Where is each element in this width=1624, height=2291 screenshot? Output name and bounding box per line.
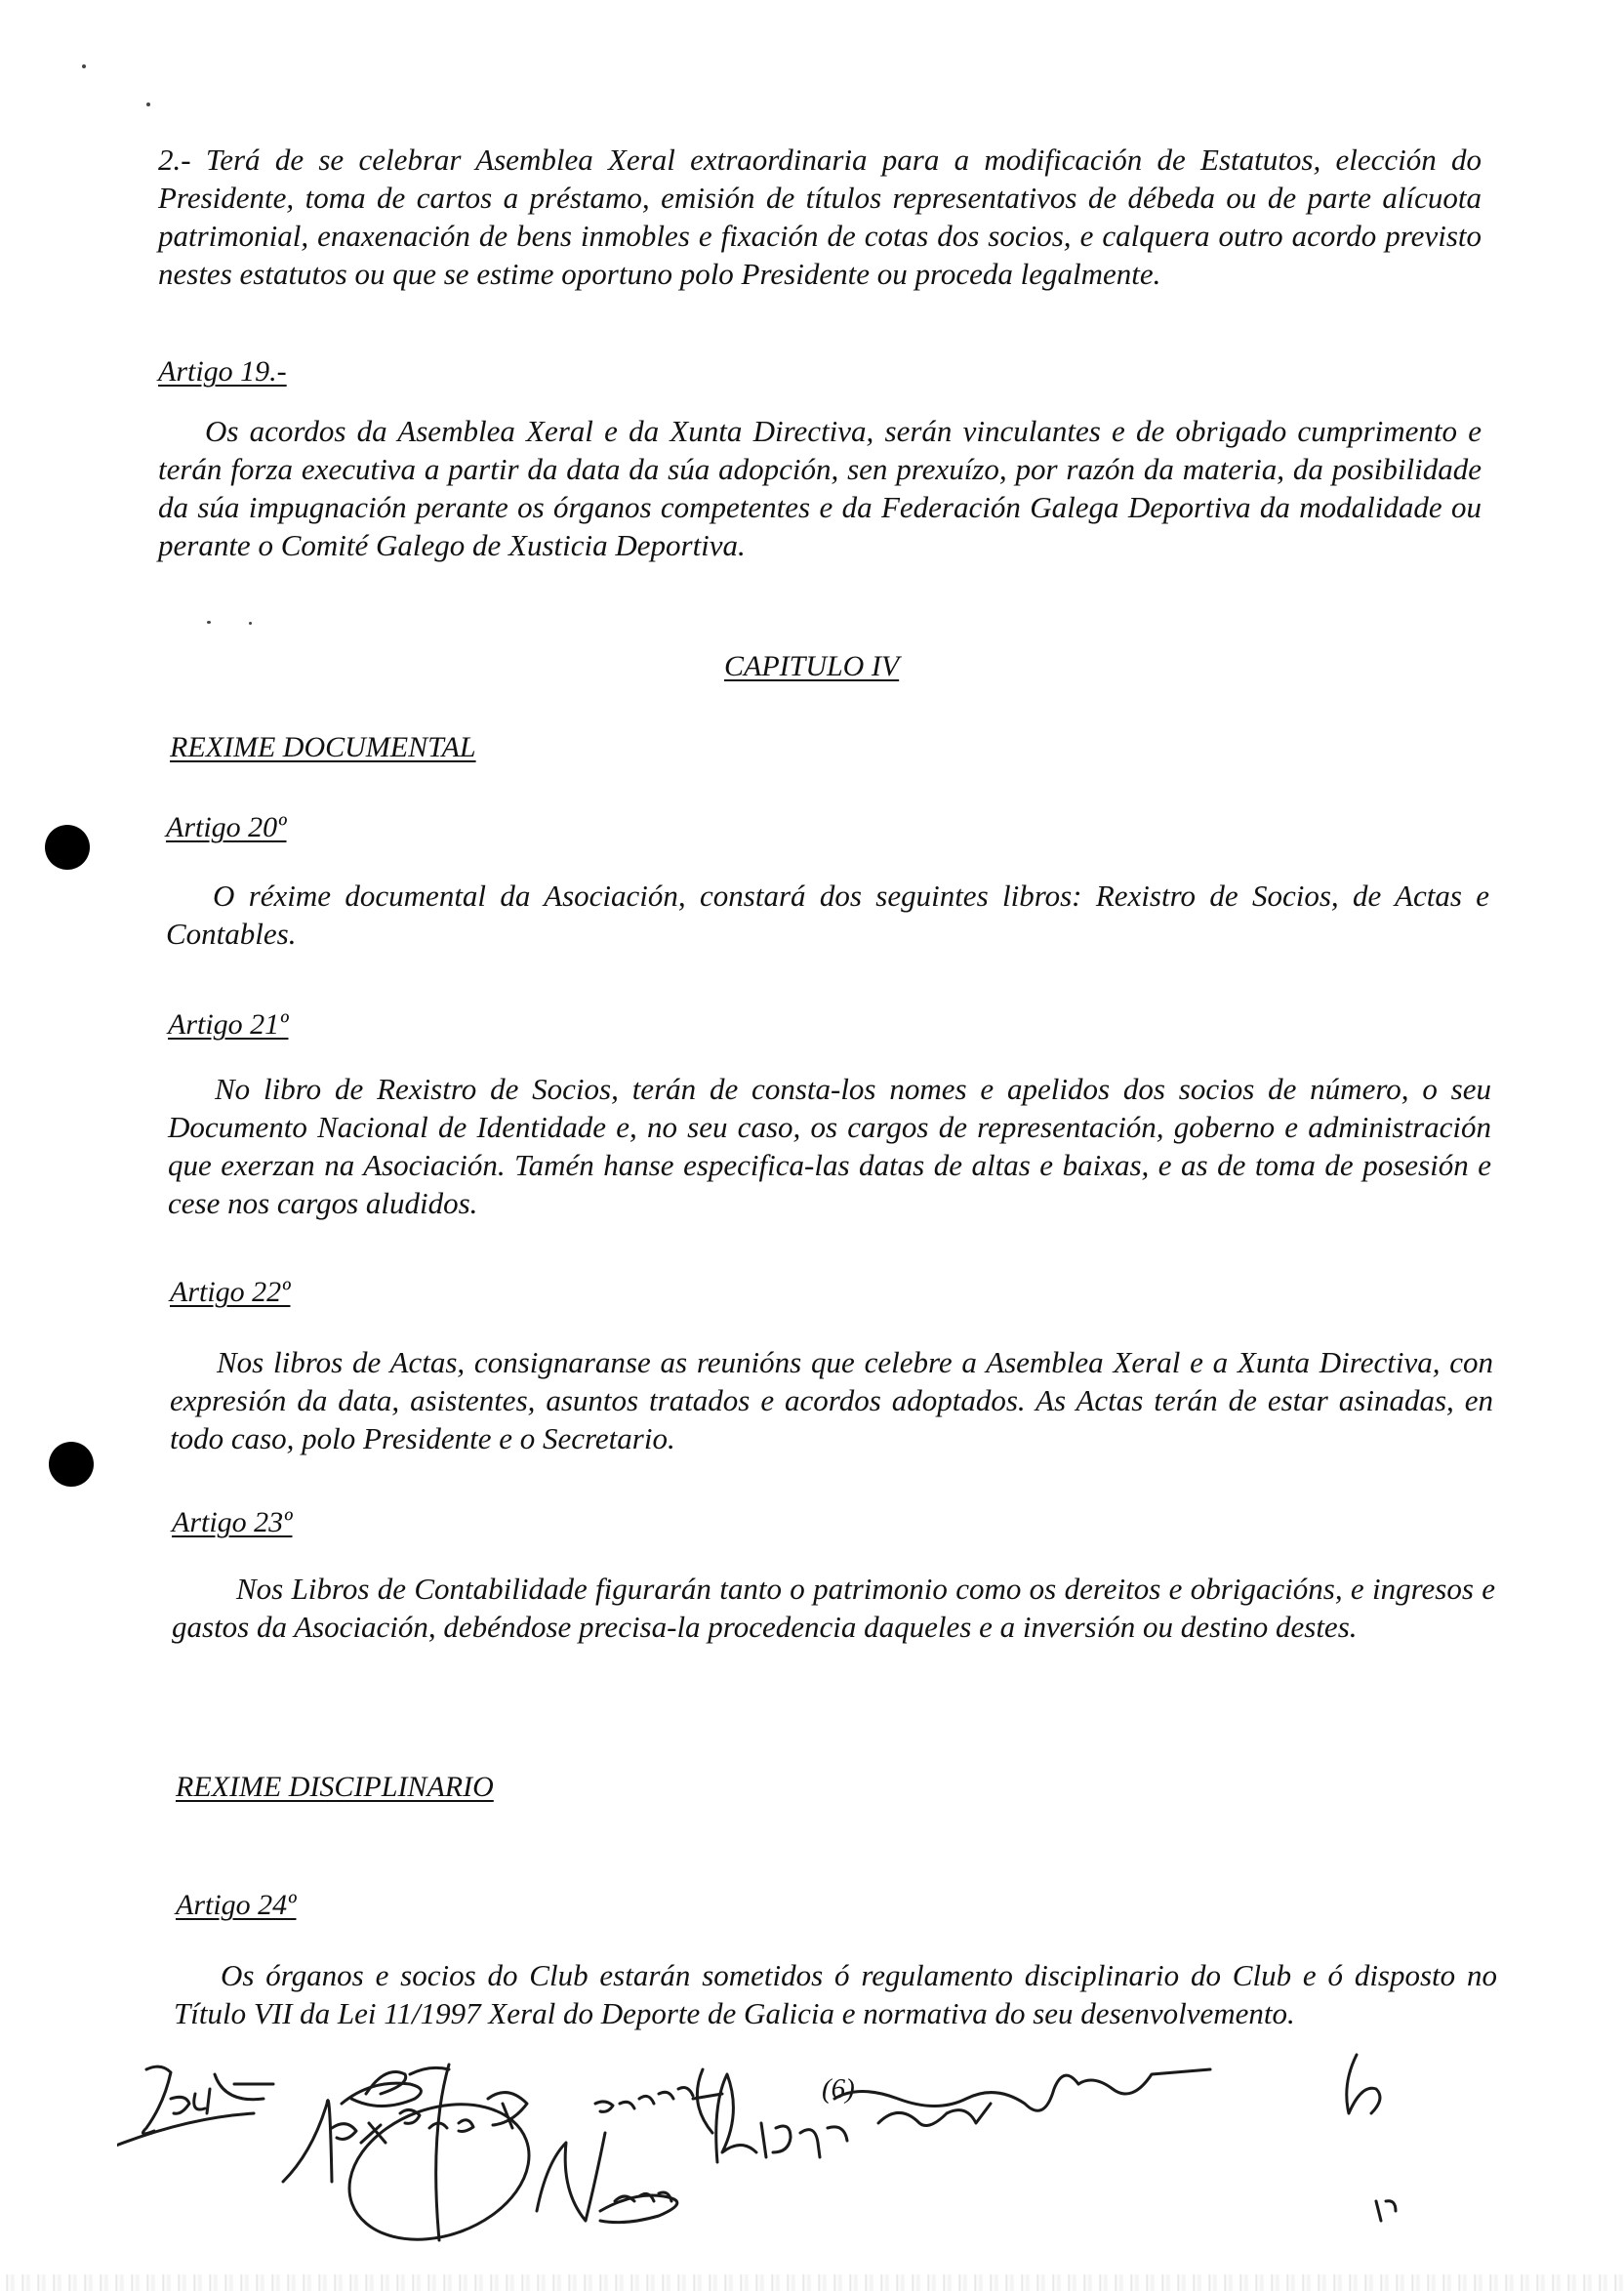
signature-4 (537, 2069, 722, 2223)
punch-hole-bottom (49, 1442, 94, 1487)
artigo-23-heading: Artigo 23º (172, 1506, 293, 1538)
artigo-20-heading: Artigo 20º (166, 811, 287, 843)
scan-edge (0, 2274, 1624, 2291)
artigo-24-heading: Artigo 24º (176, 1889, 297, 1921)
scan-speck (207, 621, 211, 624)
section-heading-disciplinario: REXIME DISCIPLINARIO (176, 1771, 494, 1803)
signature-2 (283, 2067, 449, 2182)
section-heading-documental: REXIME DOCUMENTAL (170, 731, 476, 763)
artigo-22-text: Nos libros de Actas, consignaranse as reunións que celebre a Asemblea Xeral e a Xunta Directiva, con expresión da data, asistentes, asuntos tratados e acordos adoptados. As Actas terán de estar asinadas, en todo caso, polo Presidente e o Secretario. (170, 1345, 1493, 1455)
artigo-21-heading: Artigo 21º (168, 1008, 289, 1041)
artigo-19-text: Os acordos da Asemblea Xeral e da Xunta Directiva, serán vinculantes e de obrigado cumprimento e terán forza executiva a partir da data da súa adopción, sen prexuízo, por razón da materia, da posibilidade da súa impugnación perante os órganos competentes e da Federación Galega Deportiva da modalidade ou perante o Comité Galego de Xusticia Deportiva. (158, 414, 1482, 562)
paragraph-2: 2.- Terá de se celebrar Asemblea Xeral extraordinaria para a modificación de Estatutos, elección do Presidente, toma de cartos a préstamo, emisión de títulos representativos de débeda ou de parte alícuota patrimonial, enaxenación de bens inmobles e fixación de cotas dos socios, e calquera outro acordo previsto nestes estatutos ou que se estime oportuno polo Presidente ou proceda legalmente. (158, 143, 1482, 291)
page-number: (6) (822, 2073, 855, 2105)
scan-speck (249, 622, 252, 625)
artigo-19-heading: Artigo 19.- (158, 355, 287, 388)
artigo-24-text: Os órganos e socios do Club estarán sometidos ó regulamento disciplinario do Club e ó disposto no Título VII da Lei 11/1997 Xeral do Deporte de Galicia e normativa do seu desenvolvemento. (174, 1958, 1497, 2030)
artigo-20-text: O réxime documental da Asociación, constará dos seguintes libros: Rexistro de Socios, de Actas e Contables. (166, 879, 1489, 951)
signatures (117, 2045, 1562, 2270)
punch-hole-top (45, 825, 90, 870)
signature-1 (117, 2066, 273, 2157)
artigo-22-heading: Artigo 22º (170, 1276, 291, 1308)
artigo-23-text: Nos Libros de Contabilidade figurarán tanto o patrimonio como os dereitos e obrigacións, e ingresos e gastos da Asociación, debéndose precisa-la procedencia daqueles e a inversión ou destino destes. (172, 1572, 1495, 1644)
signature-5 (716, 2055, 1396, 2221)
artigo-21-text: No libro de Rexistro de Socios, terán de consta-los nomes e apelidos dos socios de número, o seu Documento Nacional de Identidade e, no seu caso, os cargos de representación, goberno e administración que exerzan na Asociación. Tamén hanse especifica-las datas de altas e baixas, e as de toma de posesión e cese nos cargos aludidos. (168, 1072, 1491, 1220)
signature-3 (330, 2065, 548, 2264)
scan-speck (82, 64, 86, 68)
scan-speck (146, 102, 150, 106)
chapter-title: CAPITULO IV (724, 650, 900, 682)
